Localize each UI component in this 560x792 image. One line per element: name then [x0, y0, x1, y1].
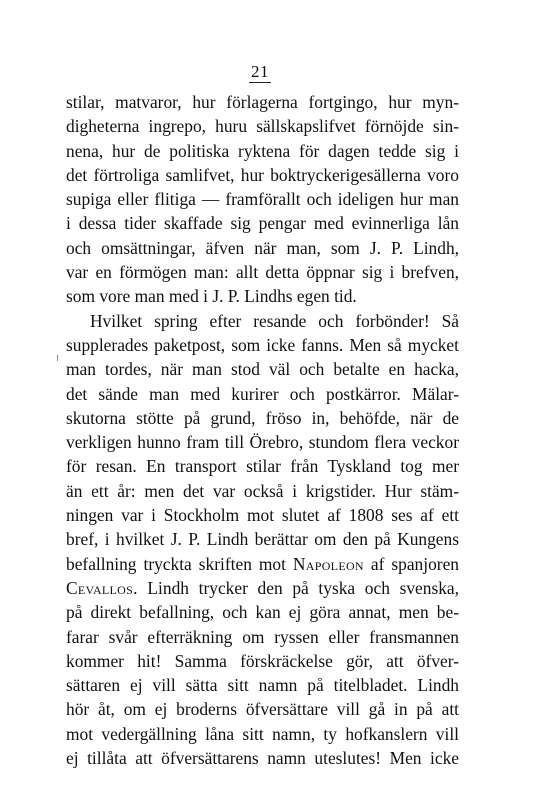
text-line: digheterna ingrepo, huru sällskapslifvet förnöjde sin-	[66, 116, 459, 137]
text-line: det förtroliga samlifvet, hur boktryckerigesällerna voro	[66, 164, 459, 185]
text-line: ningen var i Stockholm mot slutet af 1808 ses af ett	[66, 505, 459, 526]
text-line: stilar, matvaror, hur förlagerna fortgingo, hur myn-	[66, 92, 459, 112]
text-line: som vore man med i J. P. Lindhs egen tid.	[66, 286, 357, 307]
small-caps-name: Napoleon	[292, 553, 364, 574]
text-line: bref, i hvilket J. P. Lindh berättar om den på Kungens	[66, 529, 459, 550]
text-line: supplerades paketpost, som icke fanns. Men så mycket	[66, 334, 459, 355]
text-line: sättaren ej vill sätta sitt namn på titelbladet. Lindh	[66, 675, 459, 696]
small-caps-name: Cevallos.	[66, 577, 138, 598]
text-line: Hvilket spring efter resande och forbönder! Så	[90, 310, 459, 331]
text-line: i dessa tider skaffade sig pengar med evinnerliga lån	[66, 213, 459, 234]
text-line: och omsättningar, äfven när man, som J. P. Lindh,	[66, 237, 459, 258]
text-line: hör åt, om ej broderns öfversättare vill gå in på att	[66, 699, 459, 720]
text-line: var en förmögen man: allt detta öppnar sig i brefven,	[66, 262, 459, 283]
text-line: på direkt befallning, och kan ej göra annat, men be-	[66, 602, 459, 623]
body-text	[66, 90, 459, 770]
text-line: än ett år: men det var också i krigstider. Hur stäm-	[66, 480, 459, 501]
text-line: supiga eller flitiga — framförallt och ideligen hur man	[66, 189, 459, 210]
text-line: det sände man med kurirer och postkärror. Mälar-	[66, 383, 459, 404]
text-line: skutorna stötte på grund, fröso in, behöfde, när de	[66, 407, 459, 428]
text-line: nena, hur de politiska ryktena för dagen tedde sig i	[66, 140, 459, 161]
text-line: befallning tryckta skriften mot Napoleon af spanjoren	[66, 553, 459, 574]
text-line: Cevallos. Lindh trycker den på tyska och svenska,	[66, 577, 459, 598]
page-number	[0, 62, 520, 83]
text-line: för resan. En transport stilar från Tyskland tog mer	[66, 456, 459, 477]
text-line: ej tillåta att öfversättarens namn uteslutes! Men icke	[66, 748, 459, 769]
text-line: kommer hit! Samma förskräckelse gör, att öfver-	[66, 650, 459, 671]
text-line: man tordes, när man stod väl och betalte en hacka,	[66, 359, 459, 380]
text-line: verkligen hunno fram till Örebro, stundom flera veckor	[66, 432, 459, 453]
margin-mark	[57, 355, 58, 361]
text-line: mot vedergällning låna sitt namn, ty hofkanslern vill	[66, 723, 459, 744]
page-number-text: 21	[251, 62, 269, 81]
text-line: farar svår efterräkning om ryssen eller fransmannen	[66, 626, 459, 647]
